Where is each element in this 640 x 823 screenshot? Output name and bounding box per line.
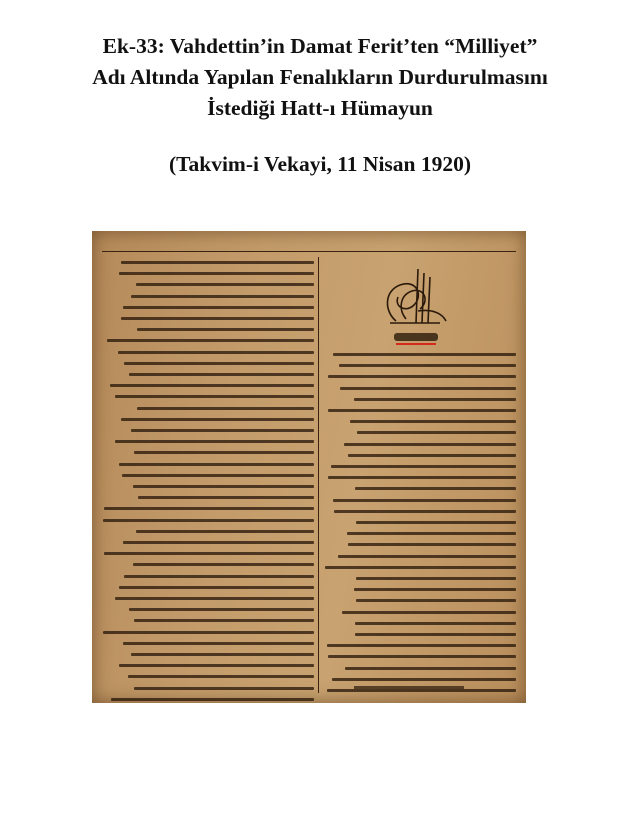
print-line (103, 631, 314, 634)
print-line (133, 485, 314, 488)
print-line (119, 463, 314, 466)
print-line (123, 306, 314, 309)
print-line (356, 577, 516, 580)
print-line (334, 510, 516, 513)
print-line (121, 261, 314, 264)
print-line (136, 530, 314, 533)
print-line (348, 454, 516, 457)
print-line (327, 689, 516, 692)
print-line (128, 675, 314, 678)
newspaper-left-column (102, 257, 314, 693)
print-line (325, 566, 516, 569)
print-line (338, 555, 516, 558)
print-line (328, 476, 516, 479)
print-line (342, 611, 516, 614)
print-line (138, 496, 314, 499)
print-line (348, 543, 516, 546)
tughra-seal-icon (376, 261, 452, 331)
print-line (355, 633, 516, 636)
print-line (119, 586, 314, 589)
print-line (340, 387, 516, 390)
title-line-2: Adı Altında Yapılan Fenalıkların Durdurulmasını (92, 65, 548, 89)
red-underline-mark (396, 343, 436, 345)
print-line (115, 597, 314, 600)
source-citation: (Takvim-i Vekayi, 11 Nisan 1920) (168, 152, 472, 176)
print-line (328, 409, 516, 412)
print-line (104, 507, 314, 510)
print-line (350, 420, 516, 423)
print-line (354, 398, 516, 401)
print-line (118, 351, 314, 354)
rescript-heading-mark (394, 333, 438, 341)
print-line (124, 362, 314, 365)
title-line-1: Ek-33: Vahdettin’in Damat Ferit’ten “Milliyet” (102, 34, 538, 58)
print-line (103, 519, 314, 522)
print-line (327, 644, 516, 647)
print-line (345, 667, 516, 670)
print-line (119, 272, 314, 275)
print-line (124, 575, 314, 578)
print-line (332, 678, 516, 681)
newspaper-scan (92, 231, 526, 703)
print-line (328, 375, 516, 378)
print-line (333, 353, 516, 356)
print-line (356, 521, 516, 524)
print-line (355, 487, 516, 490)
print-line (354, 588, 516, 591)
print-line (129, 373, 314, 376)
print-line (111, 698, 314, 701)
print-line (121, 418, 314, 421)
print-line (134, 451, 314, 454)
print-line (107, 339, 314, 342)
newspaper-header (102, 237, 516, 252)
print-line (123, 541, 314, 544)
title-line-3: İstediği Hatt-ı Hümayun (207, 96, 433, 120)
print-line (115, 440, 314, 443)
print-line (331, 465, 516, 468)
print-line (347, 532, 516, 535)
print-line (123, 642, 314, 645)
print-line (136, 283, 314, 286)
column-divider (318, 257, 319, 693)
print-line (119, 664, 314, 667)
print-line (328, 655, 516, 658)
print-line (115, 395, 314, 398)
print-line (104, 552, 314, 555)
print-line (357, 431, 516, 434)
print-line (137, 328, 314, 331)
print-line (355, 622, 516, 625)
print-line (344, 443, 516, 446)
print-line (131, 429, 314, 432)
print-line (131, 295, 314, 298)
newspaper-right-column (324, 257, 516, 693)
print-line (333, 499, 516, 502)
print-line (121, 317, 314, 320)
print-line (356, 599, 517, 602)
print-line (134, 619, 314, 622)
print-line (339, 364, 516, 367)
print-line (137, 407, 314, 410)
print-line (133, 563, 314, 566)
print-line (134, 687, 314, 690)
print-line (110, 384, 314, 387)
document-title (0, 31, 640, 124)
print-line (122, 474, 314, 477)
print-line (129, 608, 314, 611)
print-line (131, 653, 314, 656)
